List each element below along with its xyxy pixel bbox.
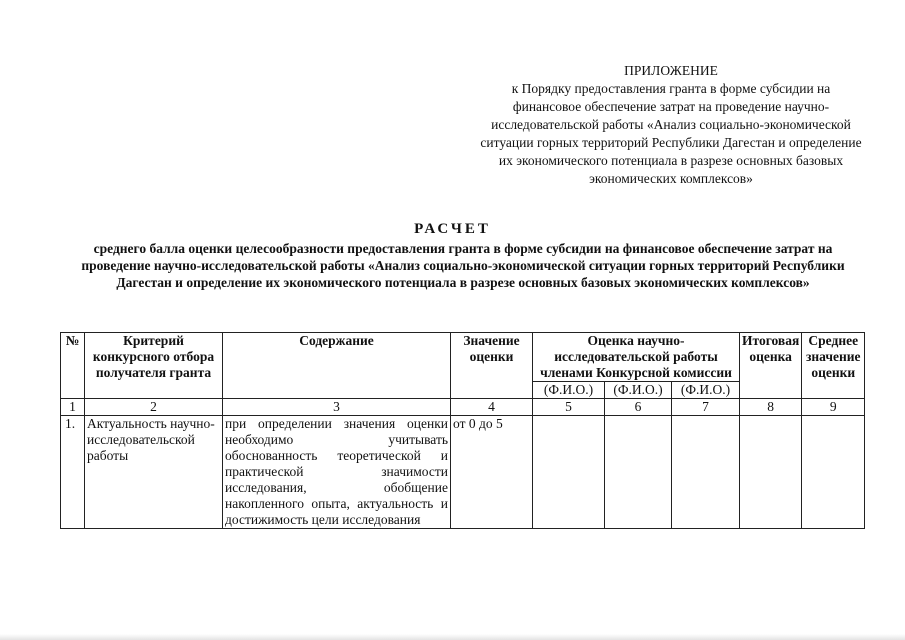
- header-fio-2: (Ф.И.О.): [605, 382, 672, 399]
- header-criterion: Критерий конкурсного отбора получателя гранта: [85, 333, 223, 399]
- header-fio-3: (Ф.И.О.): [672, 382, 740, 399]
- column-number-row: [61, 399, 865, 416]
- scan-edge: [0, 634, 905, 640]
- column-number: 9: [802, 399, 865, 416]
- row-number: 1.: [61, 416, 85, 529]
- header-fio-1: (Ф.И.О.): [533, 382, 605, 399]
- document-subtitle: среднего балла оценки целесообразности предоставления гранта в форме субсидии на финансовое обеспечение затрат на проведение научно-исследовательской работы «Анализ социально-экономической ситуации горных территорий Республики Дагестан и определение их экономического потенциала в разрезе основных базовых экономических комплексов»: [81, 241, 845, 290]
- row-criterion: Актуальность научно-исследовательской работы: [85, 416, 223, 529]
- appendix-text: к Порядку предоставления гранта в форме субсидии на финансовое обеспечение затрат на проведение научно-исследовательской работы «Анализ социально-экономической ситуации горных территорий Республики Дагестан и определение их экономического потенциала в разрезе основных базовых экономических комплексов»: [480, 81, 862, 186]
- column-number: 7: [672, 399, 740, 416]
- row-fio-3-score: [672, 416, 740, 529]
- column-number: 1: [61, 399, 85, 416]
- calculation-table: [60, 332, 865, 529]
- column-number: 4: [451, 399, 533, 416]
- row-total: [740, 416, 802, 529]
- row-content: при определении значения оценки необходимо учитывать обоснованность теоретической и практической значимости исследования, обобщение накопленного опыта, актуальность и достижимость цели исследования: [223, 416, 451, 529]
- column-number: 8: [740, 399, 802, 416]
- appendix-block: [480, 62, 862, 188]
- column-number: 6: [605, 399, 672, 416]
- header-row: [61, 333, 865, 382]
- row-fio-2-score: [605, 416, 672, 529]
- header-number: №: [61, 333, 85, 399]
- appendix-heading: ПРИЛОЖЕНИЕ: [624, 63, 718, 78]
- table-row: [61, 416, 865, 529]
- row-fio-1-score: [533, 416, 605, 529]
- header-commission: Оценка научно-исследовательской работы членами Конкурсной комиссии: [533, 333, 740, 382]
- row-score-value: от 0 до 5: [451, 416, 533, 529]
- header-total: Итоговая оценка: [740, 333, 802, 399]
- header-content: Содержание: [223, 333, 451, 399]
- header-average: Среднее значение оценки: [802, 333, 865, 399]
- document-title: РАСЧЕТ: [414, 221, 491, 237]
- column-number: 2: [85, 399, 223, 416]
- column-number: 3: [223, 399, 451, 416]
- row-average: [802, 416, 865, 529]
- header-score-value: Значение оценки: [451, 333, 533, 399]
- column-number: 5: [533, 399, 605, 416]
